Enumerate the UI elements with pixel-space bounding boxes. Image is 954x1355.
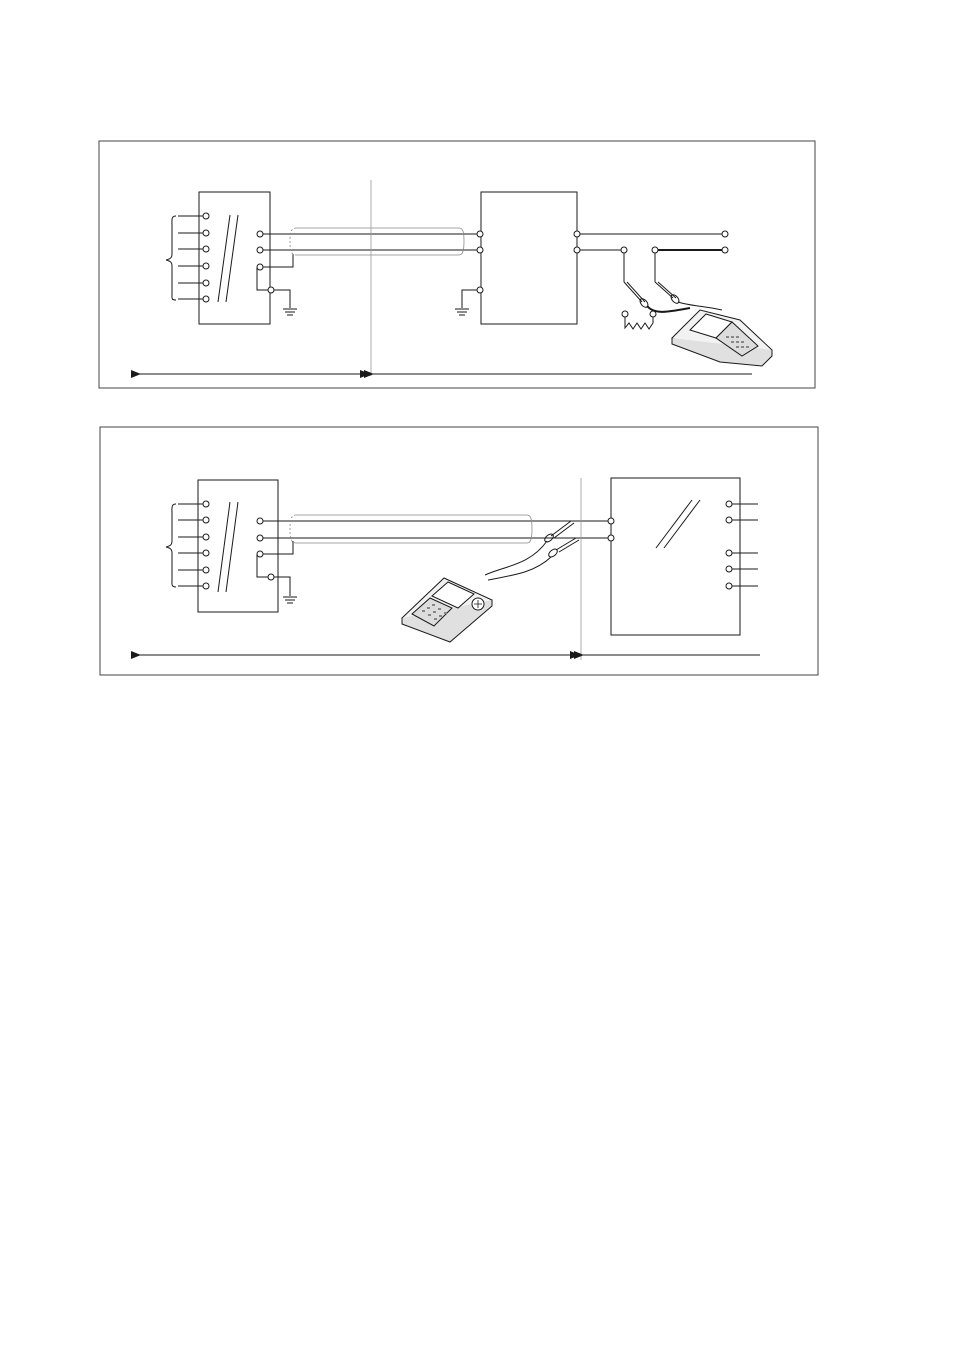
figure-2 — [100, 427, 818, 675]
test-leads — [624, 282, 722, 312]
transmitter-terminals — [477, 231, 580, 293]
input-brace — [166, 216, 176, 300]
converter-output-terminals — [257, 231, 274, 293]
loop-lines — [580, 231, 728, 282]
output-block-terminals — [608, 501, 758, 589]
handheld-communicator-icon — [672, 310, 772, 366]
handheld-communicator-icon — [402, 578, 492, 642]
input-terminals — [178, 501, 209, 589]
shielded-cable — [263, 228, 477, 255]
converter-block — [199, 192, 270, 324]
output-block — [611, 478, 740, 635]
load-resistor — [622, 311, 656, 329]
transmitter-block — [481, 192, 577, 324]
ground-icon — [455, 309, 469, 315]
input-brace — [166, 504, 176, 587]
converter-block — [198, 480, 278, 612]
ground-icon — [283, 309, 297, 315]
figure-1 — [99, 141, 815, 388]
ground-icon — [283, 597, 297, 603]
converter-output-terminals — [257, 518, 274, 580]
shielded-cable — [263, 515, 608, 543]
input-terminals — [178, 213, 209, 302]
